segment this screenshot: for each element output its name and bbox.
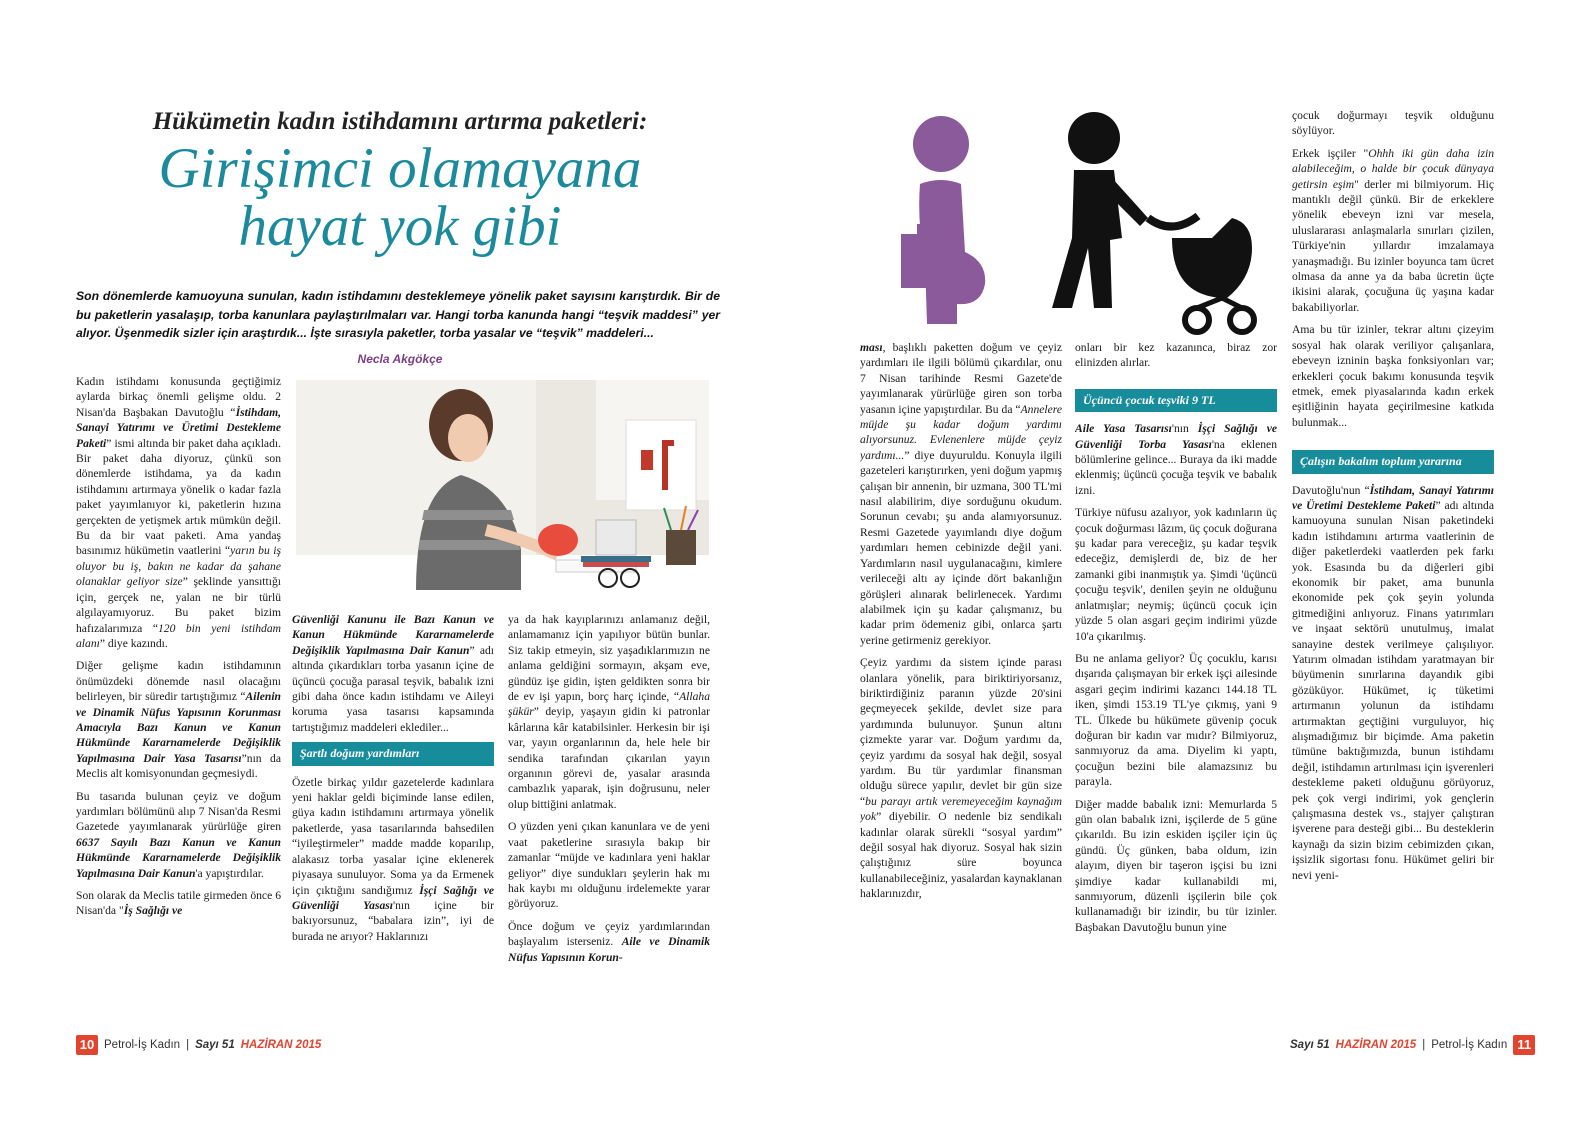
- byline: Necla Akgökçe: [357, 352, 443, 366]
- headline-line-1: Girişimci olamayana: [158, 137, 642, 200]
- section-heading-work: Çalışın bakalım toplum yararına: [1292, 450, 1494, 473]
- article-column-4: ması, başlıklı paketten doğum ve çeyiz yardımları ile ilgili bölümü çıkardılar, onu 7 Nisan tarihinde Resmi Gazete'de yayımlanarak yürürlüğe giren son torba yasanın içine yapıştırdılar. Bu da “Annelere müjde şu kadar doğum yardımı alıyorsunuz. Evlenenlere müjde çeyiz yardımı...” diye duyuruldu. Konuyla ilgili gazeteleri karıştırırken, yeni doğum yapmış çalışan bir annenin, bir uzmana, 300 TL'mi nasıl alabilirim, diye sorduğunu okudum. Sorunun cevabı; şu anda alamıyorsunuz. Resmi Gazetede yayımlandı diye doğum yardımları hemen cebinizde değil yani. Yardımların nasıl uygulanacağını, kimlere verileceği altı ay içinde dört bakanlığın görüşleri alınarak belirlenecek. Yardımı alabilmek için şu kadar çalışmanız, bu kadar prim ödemeniz gibi, onlarca şartı yerine getirmeniz gerekiyor. Çeyiz yardımı da sistem içinde parası olanlara yönelik, para biriktiriyorsanız, biriktirdiğiniz paranın yüzde 20'sini geçmeyecek şekilde, devlet size para yardımında bulunuyor. Şunun altını çizmekte yarar var. Doğum yardımı da, çeyiz yardımı da sosyal hak değil, sosyal yardım. Bu tür yardımlar finansman olduğu sürece yapılır, devlet bir gün size “bu parayı artık veremeyeceğim kaynağım yok” diyebilir. O nedenle biz sendikalı kadınlar olarak sürekli “sosyal yardım” değil sosyal hak diyoruz. Sosyal hak sizin çalıştığınız süre boyunca kullanabileceğiniz, yasalardan kaynaklanan haklarınızdır,: [860, 341, 1062, 901]
- footer-separator: |: [1422, 1039, 1426, 1051]
- footer-issue: Sayı 51: [195, 1039, 235, 1051]
- footer-right: [1290, 1034, 1535, 1056]
- article-column-1: Kadın istihdamı konusunda geçtiğimiz aylarda birkaç önemli gelişme oldu. 2 Nisan'da Başbakan Davutoğlu “İstihdam, Sanayi Yatırımı ve Üretimi Destekleme Paketi” ismi altında bir paket daha açıkladı. Bir paket daha diyoruz, çünkü son dönemlerde istihdama, ya da kadın istihdamını artırmaya yönelik o kadar fazla paket yayımlanıyor ki, paketlerin hızına gerçekten de yetişmek artık mümkün değil. Bu da bir vaat paketi. Ama yandaş basınımız hükümetin vaatlerini “yarın bu iş oluyor bu iş, bakın ne kadar da şahane olanaklar geliyor size” şeklinde yansıttığı için, gerçek ne, yalan ne bir türlü algılayamıyoruz. Bu paket bizim hafızalarımıza “120 bin yeni istihdam alanı” diye kazındı. Diğer gelişme kadın istihdamının önümüzdeki dönemde nasıl olacağını belirleyen, bir süredir tartıştığımız “Ailenin ve Dinamik Nüfus Yapısının Korunması Amacıyla Bazı Kanun ve Kanun Hükmünde Kararnamelerde Değişiklik Yapılmasına Dair Yasa Tasarısı”nın da Meclis alt komisyonundan geçmesiydi. Bu tasarıda bulunan çeyiz ve doğum yardımları bölümünü alıp 7 Nisan'da Resmi Gazetede yayımlanarak yürürlüğe giren 6637 Sayılı Bazı Kanun ve Kanun Hükmünde Kararnamelerde Değişiklik Yapılmasına Dair Kanun'a yapıştırdılar. Son olarak da Meclis tatile girmeden önce 6 Nisan'da "İş Sağlığı ve: [76, 375, 281, 918]
- kicker: Hükümetin kadın istihdamını artırma paketleri:: [152, 108, 648, 135]
- headline-line-2: hayat yok gibi: [238, 195, 562, 258]
- standfirst: Son dönemlerde kamuoyuna sunulan, kadın istihdamını desteklemeye yönelik paket sayısını karıştırdık. Bir de bu paketlerin yasalaşıp, torba kanunlara paylaştırılmaları var. Hangi torba kanunda hangi “teşvik maddesi” yer alıyor. Üşenmedik sizler için araştırdık... İşte sırasıyla paketler, torba yasalar ve “teşvik” maddeleri...: [76, 289, 720, 340]
- article-column-5: onları bir kez kazanınca, biraz zor elinizden alırlar. Üçüncü çocuk teşviki 9 TL Aile Yasa Tasarısı'nın İşçi Sağlığı ve Güvenliği Torba Yasası'na eklenen bölümlerine gelince... Buraya da iki madde eklenmiş; üçüncü çocuğa teşvik ve babalık izni. Türkiye nüfusu azalıyor, yok kadınların üç çocuk doğurması lâzım, üç çocuk doğurana şu kadar para vereceğiz, şu kadar teşvik edeceğiz, demişlerdi de, biz de her zamanki gibi inanmıştık ya. Şimdi 'üçüncü çocuğu teşvik', denilen şeyin ne olduğunu anlatmışlar; neymiş; üçüncü çocuk için yüzde 5 olan asgari geçim indirimi yüzde 10'a çıkarılmış. Bu ne anlama geliyor? Üç çocuklu, karısı dışarıda çalışmayan bir erkek işçi ailesinde asgari geçim indirimi kazancı 144.18 TL iken, şimdi 153.19 TL'ye çıkmış, yani 9 TL. Ülkede bu hükümete güvenip çocuk doğuran bir kadın var mıdır? Bilmiyoruz, sanmıyoruz da ama. Diyelim ki yaptı, çocuğun bezini bile alamazsınız bu parayla. Diğer madde babalık izni: Memurlarda 5 gün olan babalık izni, işçilerde de 5 güne çıkarıldı. Bu izin eskiden işçiler için üç gündü. Üç günken, baba oldum, izin alayım, diyen bir taşeron işçisi bu izni şimdiye kadar kullanabildi mi, sanmıyorum, düzenli işçilerin bile çok kullanamadığı bir izindir, bu tür izinler. Başbakan Davutoğlu bunun yine: [1075, 341, 1277, 934]
- footer-issue: Sayı 51: [1290, 1039, 1330, 1051]
- footer-month: HAZİRAN 2015: [1335, 1039, 1417, 1051]
- headline: [100, 137, 700, 258]
- section-heading-third-child: Üçüncü çocuk teşviki 9 TL: [1075, 389, 1277, 412]
- article-column-3: ya da hak kayıplarınızı anlamanız değil, anlamamanız için yapılıyor bütün bunlar. Siz takip etmeyin, siz yaşadıklarımızın ne anlama geldiğini sormayın, akşam eve, gündüz işe gidin, işten geldikten sonra bir de ev işi yapın, borç harç içinde, “Allaha şükür” deyip, yaşayın gidin ki patronlar kârlarına kâr katabilsinler. Herkesin bir işi var, yayın organlarının da, hele hele bir sendika tarafından çıkarılan yayın organının görevi de, yasalar arasında cambazlık yaparak, işin doğrusunu, neler olup bittiğini anlatmak. O yüzden yeni çıkan kanunlara ve de yeni vaat paketlerine sırasıyla bakıp bir zamanlar “müjde ve kadınlara yeni haklar geliyor” diye sundukları şeylerin hak mı hak kaybı mı olduğunu irdelemekte yarar görüyoruz. Önce doğum ve çeyiz yardımlarından başlayalım isterseniz. Aile ve Dinamik Nüfus Yapısının Korun-: [508, 613, 710, 964]
- footer-brand: Petrol-İş Kadın: [1431, 1039, 1508, 1051]
- man-with-stroller-icon: [1022, 108, 1262, 338]
- pregnant-woman-icon: [895, 112, 1005, 327]
- woman-writing-photo: [296, 380, 709, 601]
- footer-separator: |: [186, 1039, 190, 1051]
- article-column-6: çocuk doğurmayı teşvik olduğunu söylüyor. Erkek işçiler "Ohhh iki gün daha izin alabileceğim, o halde bir çocuk dünyaya getirsin eşim" derler mi bilmiyorum. Hiç mantıklı değil çünkü. Bir de erkeklere yönelik ebeveyn izni var mesela, uluslararası anlaşmalarla sınırları çizilen, Türkiye'nin yıllardır imzalamaya yanaşmadığı. Bu izinler boyunca tam ücret olmasa da anne ya da baba ücretin üçte ikisini alarak, çocuğuna üç yaşına kadar bakabiliyorlar. Ama bu tür izinler, tekrar altını çizeyim sosyal hak olarak veriliyor çalışanlara, ebeveyn izninin başka fonksiyonları var; erkekleri çocuk bakımı konusunda teşvik etmek, emek piyasalarında kadın erkek eşitliğinin hayata geçirilmesine katkıda bulunmak... Çalışın bakalım toplum yararına Davutoğlu'nun “İstihdam, Sanayi Yatırımı ve Üretimi Destekleme Paketi” adı altında kamuoyuna sunulan Nisan paketindeki kadın istihdamını artırma vaatlerinin de diğer paketlerdeki vaatlerden pek farkı yok. Esasında bu da diğerleri gibi ekonomik bir paket, ama bununla ekonomide pek çok şeyin yolunda gitmediğini anlıyoruz. Finans yatırımları ve inşaat sektörü unutulmuş, imalat sanayine destek verilmeye çalışılıyor. Yatırım olmadan istihdam yaratmayan bir büyümenin sınırlarına dayandık gibi gözüküyor. Hükümet, iç tüketimi artırmanın yolunun da istihdamı artırmaktan geçtiğini vurguluyor, hiç alışmadığımız bir biçimde. Ama paketin tümüne baktığımızda, bunun istihdamı değil, istihdamın artırılması için işverenleri destekleme paketi olduğunu görüyoruz, pek çok vergi indirimi, yok gençlerin çalışmasına destek vs., stajyer çalıştıran işverene para desteği gibi... Bu desteklerin kaynağı da sizin bizim cebimizden çıkan, işsizlik sigortası fonu. Hükümet geliri bir nevi yeni-: [1292, 109, 1494, 882]
- section-heading-birth: Şartlı doğum yardımları: [292, 742, 494, 765]
- footer-month: HAZİRAN 2015: [240, 1039, 322, 1051]
- article-column-2: Güvenliği Kanunu ile Bazı Kanun ve Kanun Hükmünde Kararnamelerde Değişiklik Yapılmasına Dair Kanun” adı altında çıkardıkları torba yasanın içine de üçüncü çocuğa parasal teşvik, babalık izni gibi daha önce kadın istihdamı ve Aileyi koruma yasa tasarısı kapsamında tartıştığımız maddeleri eklediler... Şartlı doğum yardımları Özetle birkaç yıldır gazetelerde kadınlara yeni haklar geldi biçiminde lanse edilen, güya kadın istihdamını artırmaya yönelik paketlerde, yasa tasarılarında bahsedilen “iyileştirmeler” madde madde koparılıp, alakasız torba yasalar içine eklenerek piyasaya sunuluyor. Soma ya da Ermenek için çıktığını sandığımız İşçi Sağlığı ve Güvenliği Yasası'nın içine bir bakıyorsunuz, “babalara izin”, iyi de burada ne arıyor? Haklarınızı: [292, 613, 494, 943]
- footer-left: [76, 1034, 321, 1056]
- page-number: 10: [76, 1035, 98, 1055]
- footer-brand: Petrol-İş Kadın: [104, 1039, 181, 1051]
- page-number: 11: [1513, 1035, 1535, 1055]
